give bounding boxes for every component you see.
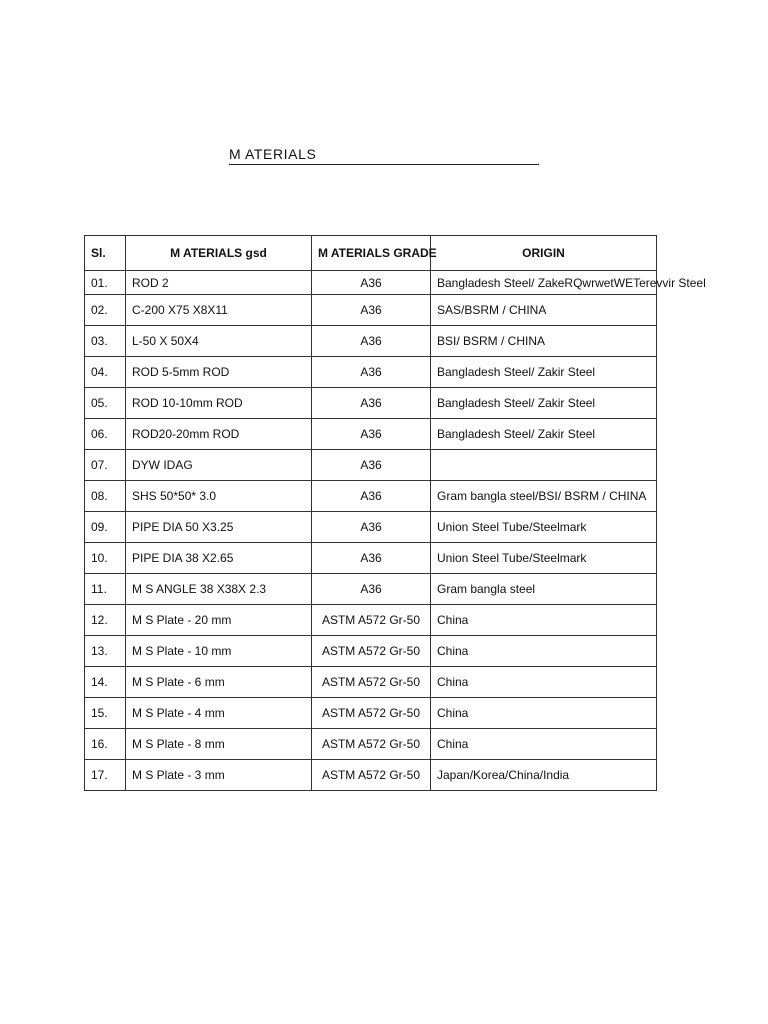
cell-material: ROD20-20mm ROD — [126, 419, 312, 450]
cell-material: M S Plate - 10 mm — [126, 636, 312, 667]
cell-sl: 02. — [85, 295, 126, 326]
table-body — [85, 271, 706, 791]
cell-origin: Gram bangla steel/BSI/ BSRM / CHINA — [431, 481, 657, 512]
cell-origin: China — [431, 636, 657, 667]
cell-material: M S Plate - 3 mm — [126, 760, 312, 791]
cell-sl: 11. — [85, 574, 126, 605]
cell-grade: A36 — [312, 388, 431, 419]
cell-grade: A36 — [312, 543, 431, 574]
table-header-row — [85, 236, 657, 271]
cell-grade: A36 — [312, 574, 431, 605]
cell-origin: Bangladesh Steel/ Zakir Steel — [431, 419, 657, 450]
table-row — [85, 271, 657, 295]
cell-grade: A36 — [312, 450, 431, 481]
table-row — [85, 636, 657, 667]
cell-material: SHS 50*50* 3.0 — [126, 481, 312, 512]
header-sl: Sl. — [85, 236, 126, 271]
cell-material: M S Plate - 8 mm — [126, 729, 312, 760]
cell-origin: China — [431, 698, 657, 729]
cell-grade: A36 — [312, 419, 431, 450]
document-title: M ATERIALS — [229, 146, 539, 165]
table-row — [85, 698, 657, 729]
cell-origin: SAS/BSRM / CHINA — [431, 295, 657, 326]
cell-sl: 16. — [85, 729, 126, 760]
cell-material: M S Plate - 6 mm — [126, 667, 312, 698]
cell-origin: Bangladesh Steel/ Zakir Steel — [431, 388, 657, 419]
cell-sl: 12. — [85, 605, 126, 636]
cell-grade: ASTM A572 Gr-50 — [312, 636, 431, 667]
cell-material: L-50 X 50X4 — [126, 326, 312, 357]
header-origin: ORIGIN — [431, 236, 657, 271]
cell-sl: 07. — [85, 450, 126, 481]
cell-material: PIPE DIA 38 X2.65 — [126, 543, 312, 574]
cell-origin: Gram bangla steel — [431, 574, 657, 605]
table-row — [85, 326, 657, 357]
table-row — [85, 419, 657, 450]
cell-sl: 15. — [85, 698, 126, 729]
cell-origin: China — [431, 605, 657, 636]
cell-grade: ASTM A572 Gr-50 — [312, 667, 431, 698]
cell-sl: 09. — [85, 512, 126, 543]
cell-grade: A36 — [312, 357, 431, 388]
cell-grade: A36 — [312, 326, 431, 357]
cell-material: M S Plate - 20 mm — [126, 605, 312, 636]
header-grade: M ATERIALS GRADE — [312, 236, 431, 271]
cell-origin: Union Steel Tube/Steelmark — [431, 512, 657, 543]
cell-material: PIPE DIA 50 X3.25 — [126, 512, 312, 543]
cell-material: ROD 5-5mm ROD — [126, 357, 312, 388]
table-row — [85, 760, 657, 791]
cell-origin: China — [431, 667, 657, 698]
cell-sl: 17. — [85, 760, 126, 791]
cell-grade: A36 — [312, 271, 431, 295]
cell-material: DYW IDAG — [126, 450, 312, 481]
cell-grade: A36 — [312, 512, 431, 543]
table-row — [85, 388, 657, 419]
table-row — [85, 357, 657, 388]
header-material: M ATERIALS gsd — [126, 236, 312, 271]
cell-grade: A36 — [312, 295, 431, 326]
materials-table — [84, 235, 706, 791]
cell-sl: 03. — [85, 326, 126, 357]
table-row — [85, 450, 657, 481]
cell-grade: ASTM A572 Gr-50 — [312, 760, 431, 791]
cell-grade: ASTM A572 Gr-50 — [312, 698, 431, 729]
cell-sl: 14. — [85, 667, 126, 698]
table-row — [85, 295, 657, 326]
cell-sl: 04. — [85, 357, 126, 388]
cell-material: ROD 10-10mm ROD — [126, 388, 312, 419]
table-row — [85, 667, 657, 698]
cell-grade: A36 — [312, 481, 431, 512]
table-row — [85, 512, 657, 543]
table-row — [85, 605, 657, 636]
cell-origin: BSI/ BSRM / CHINA — [431, 326, 657, 357]
cell-grade: ASTM A572 Gr-50 — [312, 605, 431, 636]
cell-origin: Bangladesh Steel/ ZakeRQwrwetWETerevvir Steel — [431, 271, 657, 295]
cell-material: M S ANGLE 38 X38X 2.3 — [126, 574, 312, 605]
cell-sl: 13. — [85, 636, 126, 667]
cell-sl: 06. — [85, 419, 126, 450]
table-row — [85, 729, 657, 760]
cell-material: C-200 X75 X8X11 — [126, 295, 312, 326]
cell-sl: 01. — [85, 271, 126, 295]
cell-origin — [431, 450, 657, 481]
cell-grade: ASTM A572 Gr-50 — [312, 729, 431, 760]
cell-sl: 08. — [85, 481, 126, 512]
cell-origin: Japan/Korea/China/India — [431, 760, 657, 791]
table-row — [85, 543, 657, 574]
cell-sl: 10. — [85, 543, 126, 574]
cell-material: ROD 2 — [126, 271, 312, 295]
table-row — [85, 481, 657, 512]
cell-origin: China — [431, 729, 657, 760]
cell-sl: 05. — [85, 388, 126, 419]
cell-material: M S Plate - 4 mm — [126, 698, 312, 729]
cell-origin: Union Steel Tube/Steelmark — [431, 543, 657, 574]
cell-origin: Bangladesh Steel/ Zakir Steel — [431, 357, 657, 388]
table-row — [85, 574, 657, 605]
